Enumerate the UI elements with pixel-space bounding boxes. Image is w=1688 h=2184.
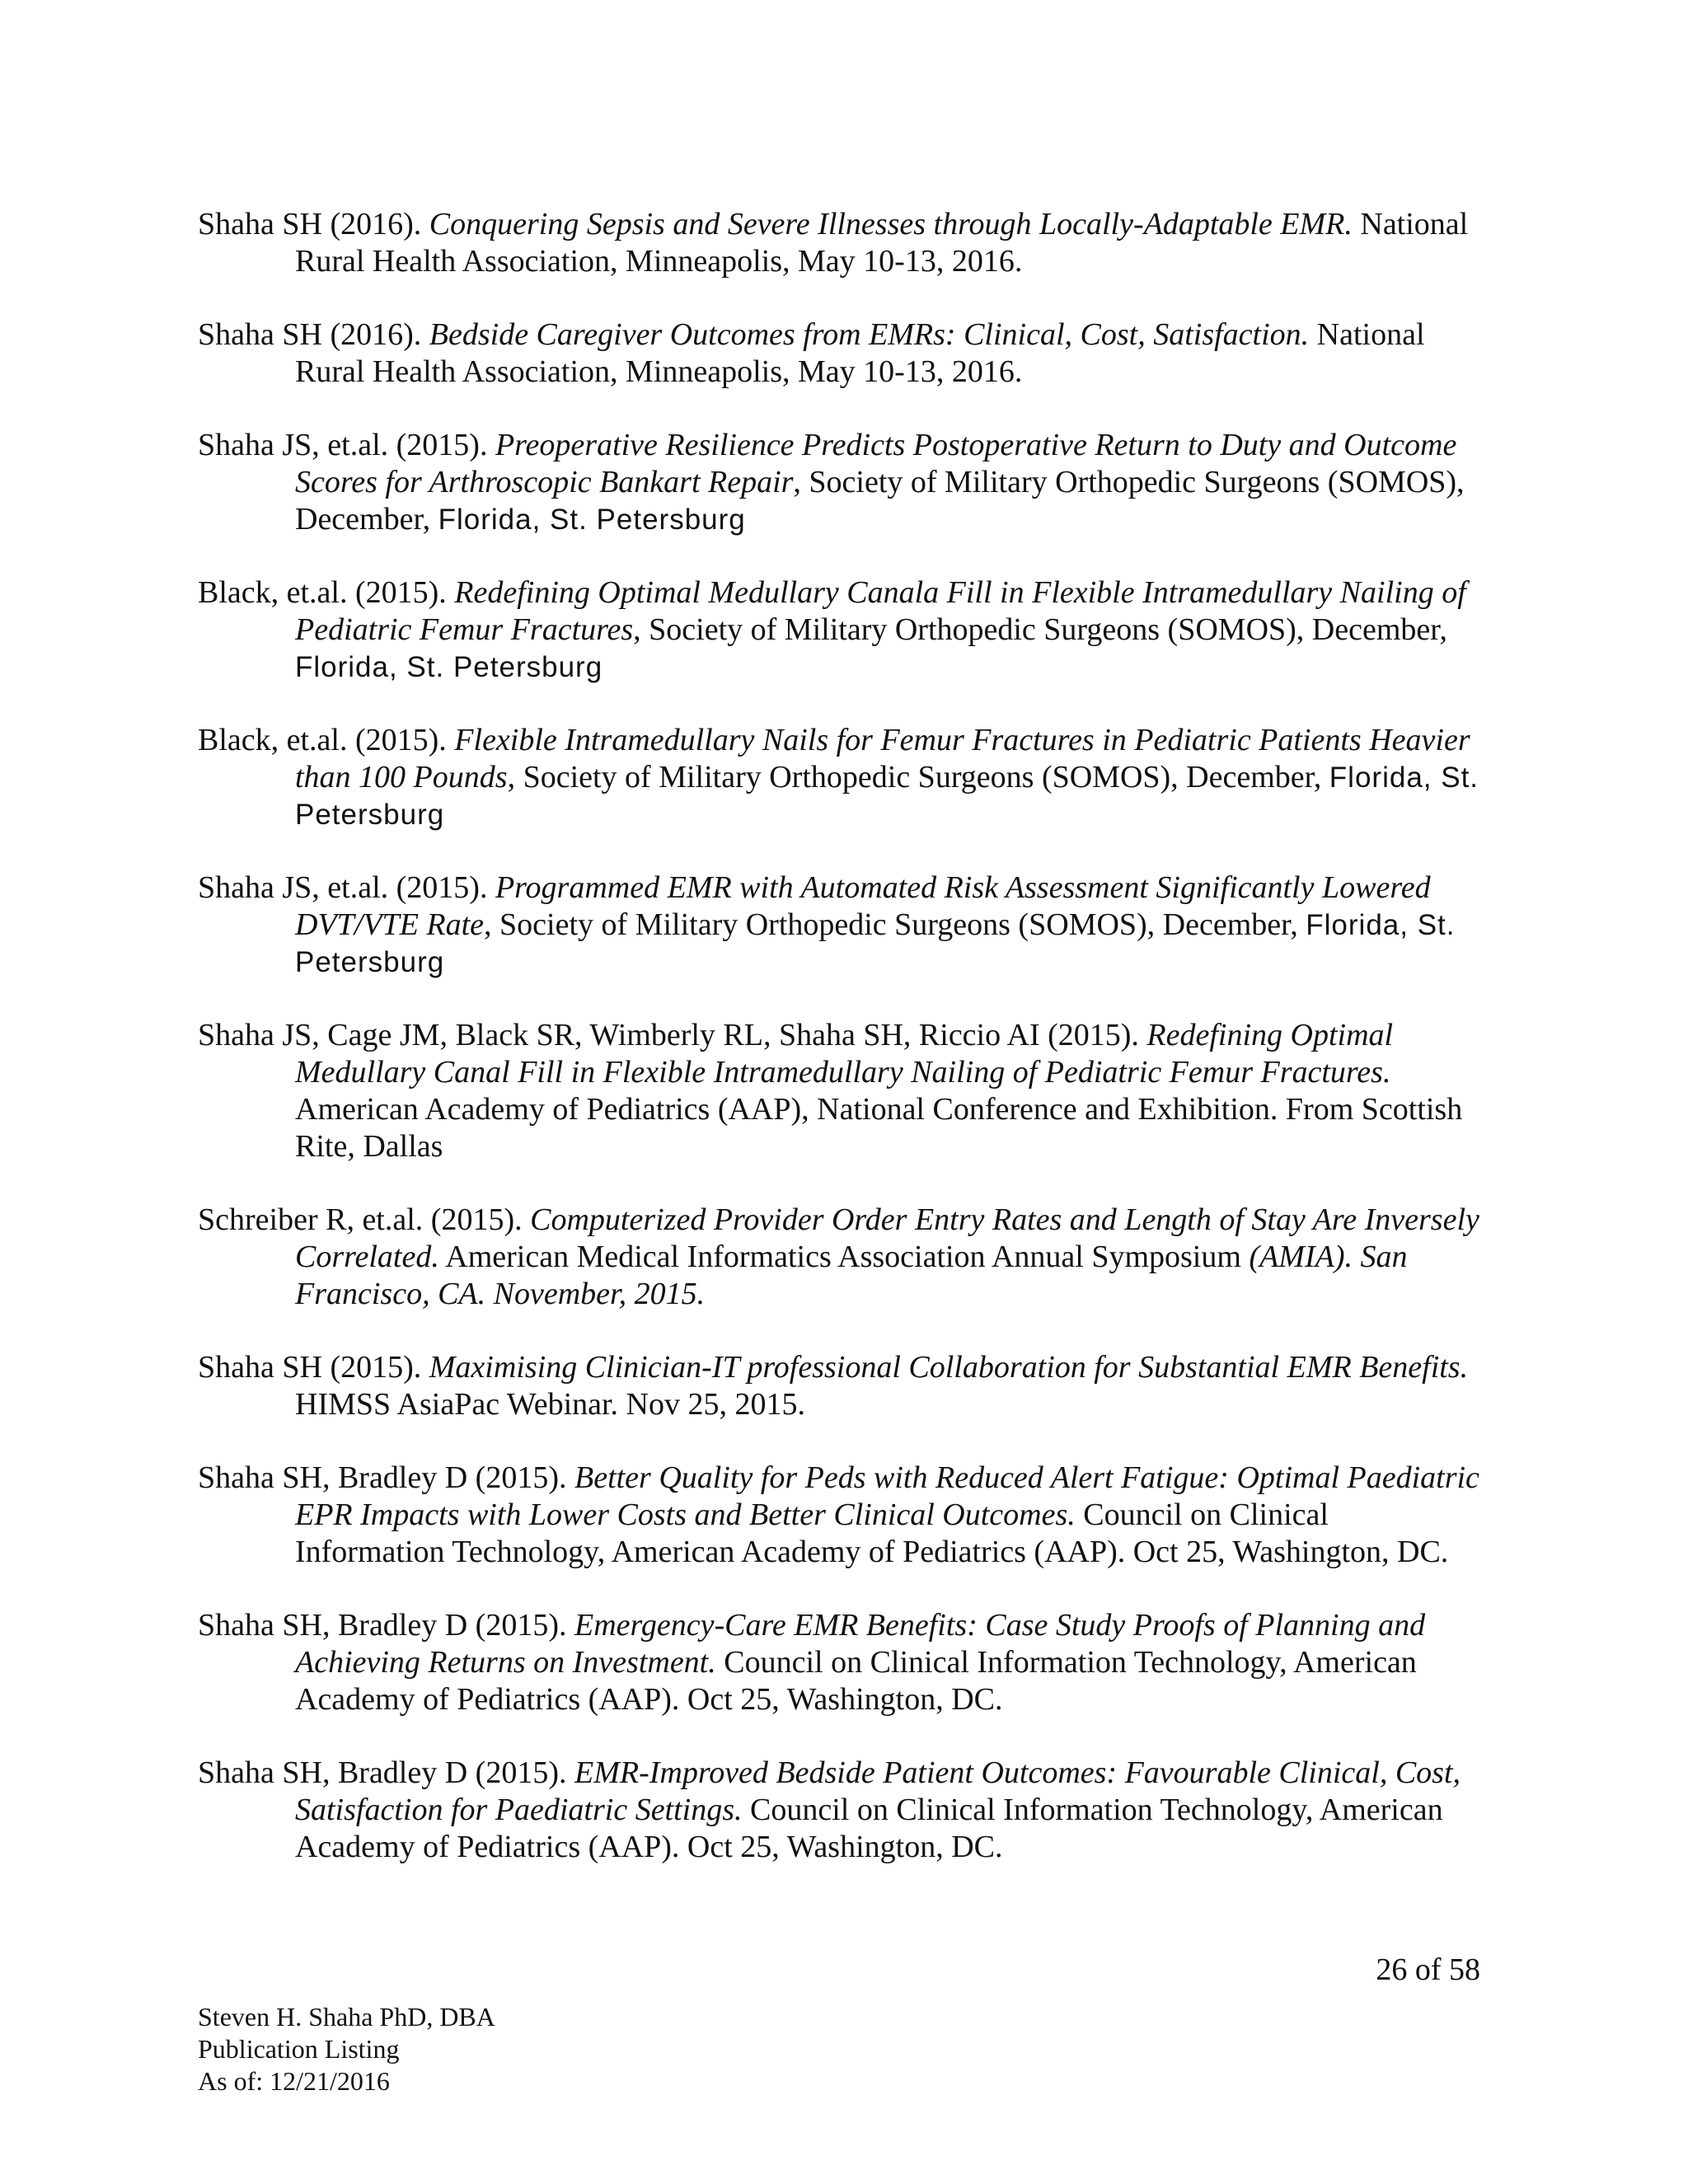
reference-location: Florida, St. Petersburg	[295, 909, 1456, 978]
reference-venue: American Academy of Pediatrics (AAP), National Conference and Exhibition. From Scottish Rite, Dallas	[295, 1092, 1463, 1164]
reference-title: Flexible Intramedullary Nails for Femur Fractures in Pediatric Patients Heavier than 100 Pounds	[295, 723, 1470, 794]
footer-author: Steven H. Shaha PhD, DBA	[198, 2002, 495, 2032]
reference-authors: Shaha SH (2015).	[198, 1350, 429, 1385]
reference-venue: , Society of Military Orthopedic Surgeons (SOMOS), December,	[295, 465, 1465, 537]
reference-title: Redefining Optimal Medullary Canala Fill in Flexible Intramedullary Nailing of Pediatric Femur Fractures	[295, 575, 1466, 647]
reference-authors: Shaha JS, Cage JM, Black SR, Wimberly RL, Shaha SH, Riccio AI (2015).	[198, 1018, 1147, 1052]
reference-venue: National Rural Health Association, Minneapolis, May 10-13, 2016.	[295, 207, 1469, 279]
reference-authors: Shaha SH, Bradley D (2015).	[198, 1460, 574, 1495]
reference-venue: Council on Clinical Information Technology, American Academy of Pediatrics (AAP). Oct 25, Washington, DC.	[295, 1497, 1449, 1569]
reference-entry	[198, 1349, 1484, 1423]
reference-location: Florida, St. Petersburg	[295, 651, 603, 683]
reference-authors: Shaha SH (2016).	[198, 317, 429, 352]
reference-entry	[198, 1607, 1484, 1718]
reference-venue: Council on Clinical Information Technology, American Academy of Pediatrics (AAP). Oct 25, Washington, DC.	[295, 1793, 1443, 1864]
reference-title: Preoperative Resilience Predicts Postoperative Return to Duty and Outcome Scores for Arthroscopic Bankart Repair	[295, 428, 1457, 499]
reference-entry	[198, 427, 1484, 538]
reference-title: Computerized Provider Order Entry Rates and Length of Stay Are Inversely Correlated.	[295, 1202, 1479, 1274]
reference-location: Florida, St. Petersburg	[295, 762, 1479, 831]
reference-venue: , Society of Military Orthopedic Surgeons (SOMOS), December,	[484, 907, 1306, 942]
reference-title: Programmed EMR with Automated Risk Assessment Significantly Lowered DVT/VTE Rate	[295, 870, 1431, 942]
reference-venue: Council on Clinical Information Technology, American Academy of Pediatrics (AAP). Oct 25, Washington, DC.	[295, 1645, 1417, 1717]
reference-entry	[198, 206, 1484, 280]
reference-title: Redefining Optimal Medullary Canal Fill in Flexible Intramedullary Nailing of Pediatric Femur Fractures.	[295, 1018, 1394, 1090]
reference-location: Florida, St. Petersburg	[438, 504, 746, 536]
reference-title: EMR-Improved Bedside Patient Outcomes: Favourable Clinical, Cost, Satisfaction for Paediatric Settings.	[295, 1755, 1461, 1827]
reference-entry	[198, 1460, 1484, 1571]
footer-date: As of: 12/21/2016	[198, 2066, 390, 2096]
reference-entry	[198, 1755, 1484, 1866]
reference-venue: American Medical Informatics Association Annual Symposium	[438, 1240, 1250, 1274]
reference-authors: Shaha SH (2016).	[198, 207, 429, 241]
reference-venue: , Society of Military Orthopedic Surgeons (SOMOS), December,	[633, 612, 1447, 647]
footer-doc-title: Publication Listing	[198, 2034, 400, 2064]
reference-title: Conquering Sepsis and Severe Illnesses through Locally-Adaptable EMR.	[429, 207, 1353, 241]
page-number: 26 of 58	[1376, 1952, 1480, 1987]
reference-entry	[198, 316, 1484, 391]
reference-venue: , Society of Military Orthopedic Surgeons (SOMOS), December,	[507, 760, 1329, 794]
reference-authors: Shaha SH, Bradley D (2015).	[198, 1608, 574, 1643]
reference-entry	[198, 574, 1484, 686]
reference-entry	[198, 722, 1484, 833]
reference-authors: Black, et.al. (2015).	[198, 575, 455, 610]
reference-title: Maximising Clinician-IT professional Collaboration for Substantial EMR Benefits.	[429, 1350, 1469, 1385]
reference-authors: Schreiber R, et.al. (2015).	[198, 1202, 531, 1237]
page-footer	[198, 2001, 495, 2097]
reference-authors: Shaha JS, et.al. (2015).	[198, 870, 495, 905]
reference-entry	[198, 869, 1484, 981]
reference-venue-detail: (AMIA). San Francisco, CA. November, 2015.	[295, 1240, 1408, 1311]
reference-authors: Shaha JS, et.al. (2015).	[198, 428, 495, 462]
reference-title: Better Quality for Peds with Reduced Alert Fatigue: Optimal Paediatric EPR Impacts with Lower Costs and Better Clinical Outcomes.	[295, 1460, 1479, 1532]
reference-title: Bedside Caregiver Outcomes from EMRs: Clinical, Cost, Satisfaction.	[429, 317, 1310, 352]
reference-venue: National Rural Health Association, Minneapolis, May 10-13, 2016.	[295, 317, 1425, 389]
reference-title: Emergency-Care EMR Benefits: Case Study Proofs of Planning and Achieving Returns on Investment.	[295, 1608, 1426, 1680]
reference-authors: Shaha SH, Bradley D (2015).	[198, 1755, 574, 1790]
reference-entry	[198, 1017, 1484, 1165]
reference-authors: Black, et.al. (2015).	[198, 723, 455, 757]
reference-list	[198, 206, 1484, 1902]
reference-entry	[198, 1202, 1484, 1313]
reference-venue: HIMSS AsiaPac Webinar. Nov 25, 2015.	[295, 1387, 806, 1422]
